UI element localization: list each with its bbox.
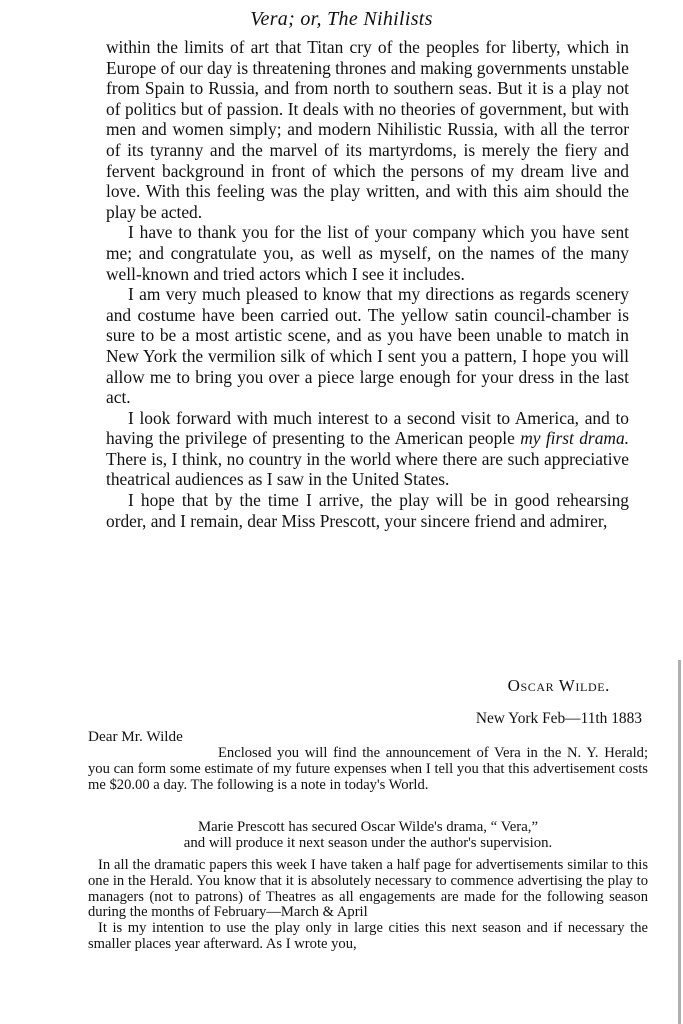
salutation: Dear Mr. Wilde <box>88 728 183 745</box>
reply-body <box>88 746 648 793</box>
reply-paragraph: Enclosed you will find the announcement of Vera in the N. Y. Herald; you can form some estimate of my future expenses when I tell you that this advertisement costs me $20.00 a day. The following is a note in today's World. <box>88 745 648 793</box>
signature: Oscar Wilde. <box>507 676 610 695</box>
dateline: New York Feb—11th 1883 <box>475 710 642 727</box>
letter-paragraph: I have to thank you for the list of your company which you have sent me; and congratulate you, as well as myself, on the names of the many well-known and tried actors which I see it includes. <box>106 222 629 284</box>
page-edge <box>678 660 681 1024</box>
letter-paragraph: I hope that by the time I arrive, the play will be in good rehearsing order, and I remain, dear Miss Prescott, your sincere friend and admirer, <box>106 490 629 531</box>
letter-paragraph <box>106 408 629 490</box>
reply-body <box>88 858 648 953</box>
reply-paragraph: In all the dramatic papers this week I have taken a half page for advertisements similar to this one in the Herald. You know that it is absolutely necessary to commence advertising the play to managers (not to patrons) of Theatres as all engagements are made for the following season during the months of February—March & April <box>88 857 648 921</box>
reply-paragraph: It is my intention to use the play only in large cities this next season and if necessary the smaller places year afterward. As I wrote you, <box>88 920 648 952</box>
newspaper-quote <box>88 820 648 852</box>
running-head: Vera; or, The Nihilists <box>250 8 433 30</box>
emphasized-text: my first drama. <box>520 428 629 449</box>
quote-line: Marie Prescott has secured Oscar Wilde's drama, “ Vera,” <box>197 819 539 835</box>
letter-text: There is, I think, no country in the world where there are such appreciative theatrical audiences as I saw in the United States. <box>106 448 629 490</box>
letter-body <box>106 37 629 531</box>
letter-paragraph: I am very much pleased to know that my directions as regards scenery and costume have been carried out. The yellow satin council-chamber is sure to be a most artistic scene, and as you have been unable to match in New York the vermilion silk of which I sent you a pattern, I hope you will allow me to bring you over a piece large enough for your dress in the last act. <box>106 284 629 408</box>
letter-paragraph: within the limits of art that Titan cry of the peoples for liberty, which in Europe of our day is threatening thrones and making governments unstable from Spain to Russia, and from north to southern seas. But it is a play not of politics but of passion. It deals with no theories of government, but with men and women simply; and modern Nihilistic Russia, with all the terror of its tyranny and the marvel of its martyrdoms, is merely the fiery and fervent background in front of which the persons of my dream live and love. With this feeling was the play written, and with this aim should the play be acted. <box>106 37 629 222</box>
letter-text: I look forward with much interest to a second visit to America, and to having the privilege of presenting to the American people <box>106 407 629 449</box>
quote-line: and will produce it next season under the author's supervision. <box>183 834 553 851</box>
